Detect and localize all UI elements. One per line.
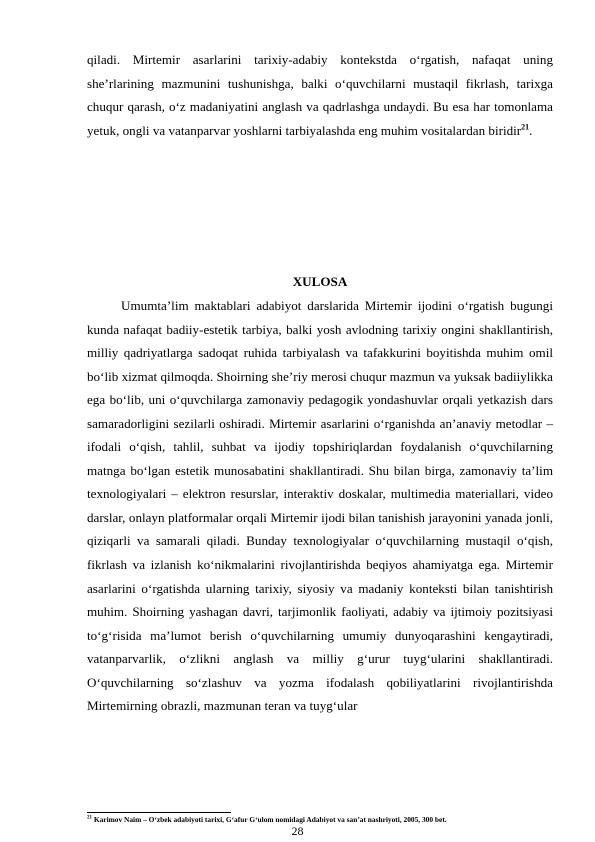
footnote (87, 815, 557, 824)
footnote-reference: 21 (521, 122, 530, 132)
intro-paragraph (87, 48, 553, 142)
intro-paragraph-end: . (529, 122, 533, 138)
footnote-number: 21 (87, 815, 92, 821)
footnote-text: Karimov Naim – O‘zbek adabiyoti tarixi, G‘afur G‘ulom nomidagi Adabiyot va san’at nashriyoti, 2005, 300 bet. (92, 815, 447, 824)
footnote-divider (87, 812, 231, 813)
page-number: 28 (291, 824, 304, 838)
page-body (87, 48, 553, 714)
conclusion-section (87, 294, 553, 718)
intro-paragraph-text: qiladi. Mirtemir asarlarini tarixiy-adabiy kontekstda o‘rgatish, nafaqat uning she’rlarining mazmunini tushunishga, balki o‘quvchilarni mustaqil fikrlash, tarixga chuqur qarash, o‘z madaniyatini anglash va qadrlashga undaydi. Bu esa har tomonlama yetuk, ongli va vatanparvar yoshlarni tarbiyalashda eng muhim vositalardan biridir (87, 52, 553, 138)
conclusion-heading: XULOSA (292, 274, 348, 289)
conclusion-paragraph: Umumta’lim maktablari adabiyot darslarida Mirtemir ijodini o‘rgatish bugungi kunda nafaqat badiiy-estetik tarbiya, balki yosh avlodning tarixiy ongini shakllantirish, milliy qadriyatlarga sadoqat ruhida tarbiyalash va tafakkurini boyitishda muhim omil bo‘lib xizmat qilmoqda. Shoirning she’riy merosi chuqur mazmun va yuksak badiiylikka ega bo‘lib, uni o‘quvchilarga zamonaviy pedagogik yondashuvlar orqali yetkazish dars samaradorligini sezilarli oshiradi. Mirtemir asarlarini o‘rganishda an’anaviy metodlar – ifodali o‘qish, tahlil, suhbat va ijodiy topshiriqlardan foydalanish o‘quvchilarning matnga bo‘lgan estetik munosabatini shakllantiradi. Shu bilan birga, zamonaviy ta’lim texnologiyalari – elektron resurslar, interaktiv doskalar, multimedia materiallari, video darslar, onlayn platformalar orqali Mirtemir ijodi bilan tanishish jarayonini yanada jonli, qiziqarli va samarali qiladi. Bunday texnologiyalar o‘quvchilarning mustaqil o‘qish, fikrlash va izlanish ko‘nikmalarini rivojlantirishda beqiyos ahamiyatga ega. Mirtemir asarlarini o‘rgatishda ularning tarixiy, siyosiy va madaniy konteksti bilan tanishtirish muhim. Shoirning yashagan davri, tarjimonlik faoliyati, adabiy va ijtimoiy pozitsiyasi to‘g‘risida ma’lumot berish o‘quvchilarning umumiy dunyoqarashini kengaytiradi, vatanparvarlik, o‘zlikni anglash va milliy g‘urur tuyg‘ularini shakllantiradi. O‘quvchilarning so‘zlashuv va yozma ifodalash qobiliyatlarini rivojlantirishda Mirtemirning obrazli, mazmunan teran va tuyg‘ular (87, 298, 553, 714)
